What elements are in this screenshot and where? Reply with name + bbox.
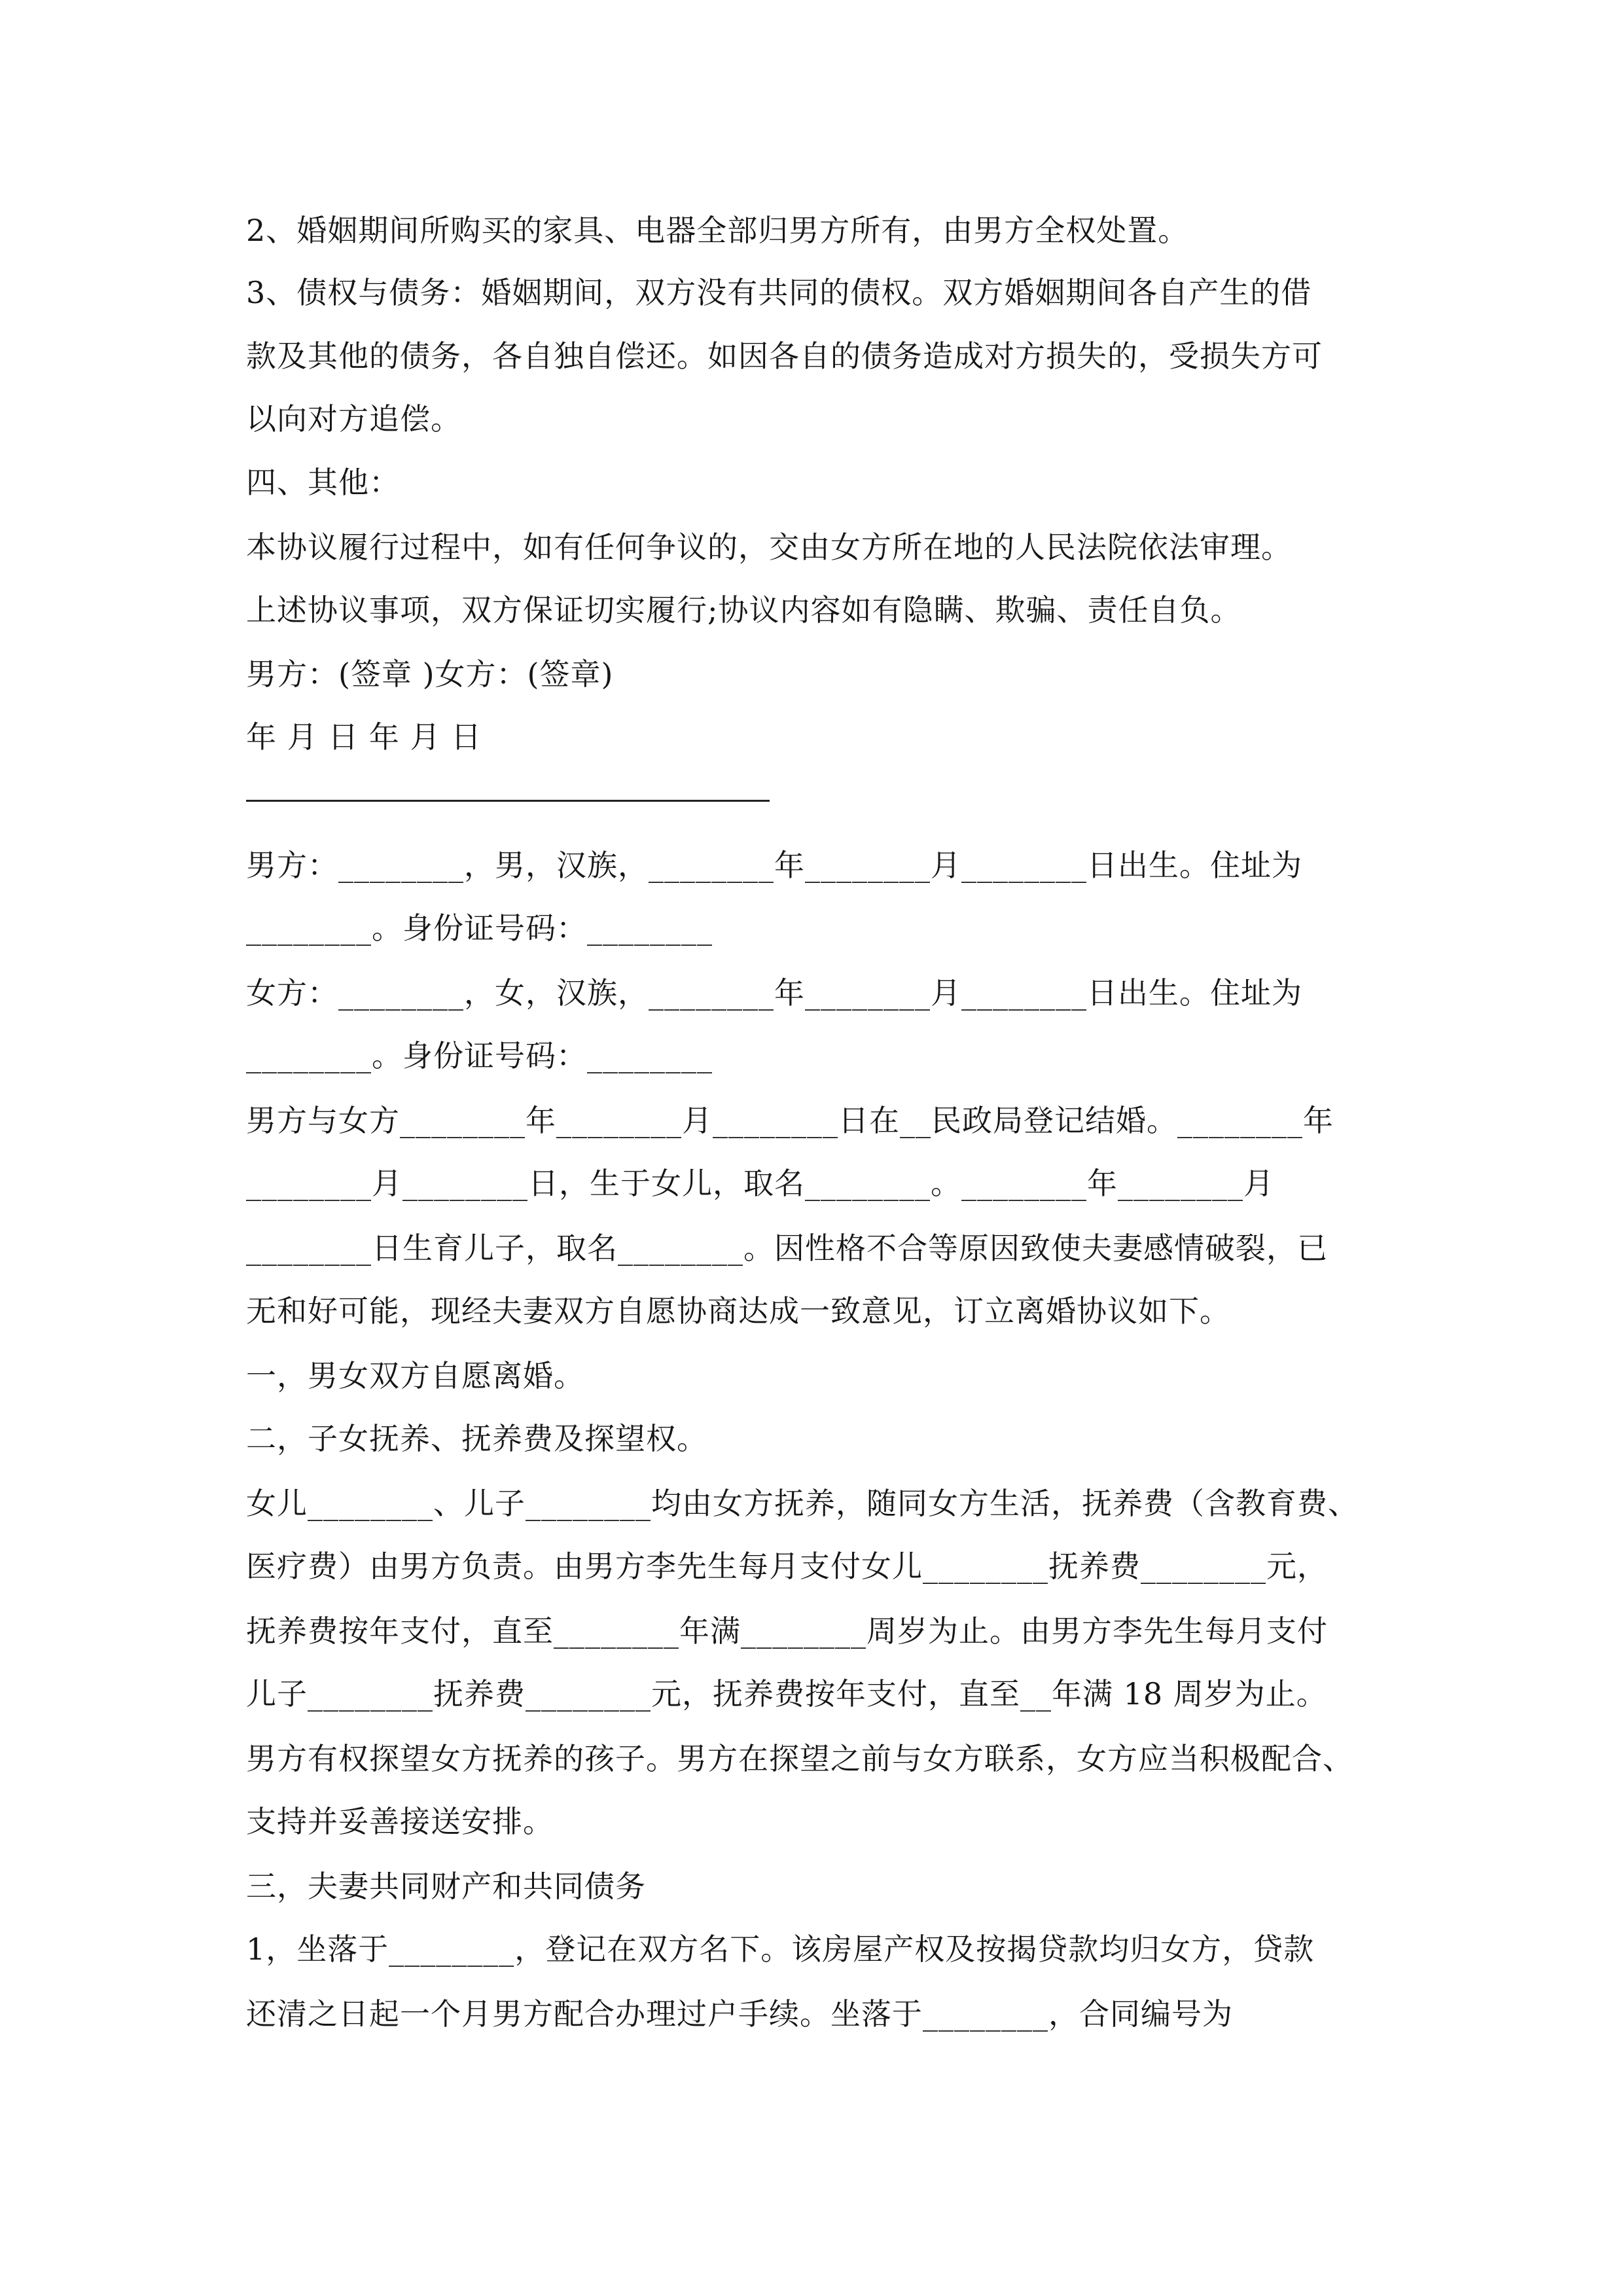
text-line: ________。身份证号码：________ [246, 910, 713, 946]
section-heading: 三，夫妻共同财产和共同债务 [246, 1869, 646, 1904]
text-line: 2、婚姻期间所购买的家具、电器全部归男方所有，由男方全权处置。 [246, 213, 1189, 248]
text-line: 本协议履行过程中，如有任何争议的，交由女方所在地的人民法院依法审理。 [246, 529, 1292, 565]
section-heading: 四、其他： [246, 465, 400, 500]
text-line: 上述协议事项，双方保证切实履行;协议内容如有隐瞒、欺骗、责任自负。 [246, 592, 1241, 628]
text-line: 款及其他的债务，各自独自偿还。如因各自的债务造成对方损失的，受损失方可 [246, 338, 1323, 374]
text-line: 无和好可能，现经夫妻双方自愿协商达成一致意见，订立离婚协议如下。 [246, 1293, 1230, 1329]
text-line: ________日生育儿子，取名________。因性格不合等原因致使夫妻感情破裂，已 [246, 1230, 1328, 1266]
text-line: 还清之日起一个月男方配合办理过户手续。坐落于________，合同编号为 [246, 1996, 1233, 2032]
section-heading: 一，男女双方自愿离婚。 [246, 1358, 584, 1393]
text-line: 以向对方追偿。 [246, 401, 461, 437]
text-line: 男方：________，男，汉族，________年________月________日出生。住址为 [246, 848, 1302, 883]
text-line: 儿子________抚养费________元，抚养费按年支付，直至__年满 18 周岁为止。 [246, 1676, 1327, 1712]
signature-line: 男方：(签章 )女方：(签章) [246, 656, 614, 692]
text-line: 3、债权与债务：婚姻期间，双方没有共同的债权。双方婚姻期间各自产生的借 [246, 275, 1312, 310]
text-line: ________。身份证号码：________ [246, 1038, 713, 1073]
text-line: 医疗费）由男方负责。由男方李先生每月支付女儿________抚养费________元， [246, 1549, 1328, 1584]
text-line: 1，坐落于________，登记在双方名下。该房屋产权及按揭贷款均归女方，贷款 [246, 1931, 1315, 1967]
text-line: 支持并妥善接送安排。 [246, 1804, 554, 1839]
text-line: 抚养费按年支付，直至________年满________周岁为止。由男方李先生每月支付 [246, 1613, 1328, 1649]
text-line: ________月________日，生于女儿，取名________。________年________月 [246, 1166, 1274, 1201]
divider-rule [246, 800, 770, 802]
text-line: 男方有权探望女方抚养的孩子。男方在探望之前与女方联系，女方应当积极配合、 [246, 1741, 1353, 1776]
text-line: 女方：________，女，汉族，________年________月________日出生。住址为 [246, 975, 1302, 1011]
date-line: 年 月 日 年 月 日 [246, 719, 482, 755]
text-line: 女儿________、儿子________均由女方抚养，随同女方生活，抚养费（含教育费、 [246, 1486, 1359, 1521]
section-heading: 二，子女抚养、抚养费及探望权。 [246, 1421, 707, 1456]
text-line: 男方与女方________年________月________日在__民政局登记结婚。________年 [246, 1103, 1334, 1138]
